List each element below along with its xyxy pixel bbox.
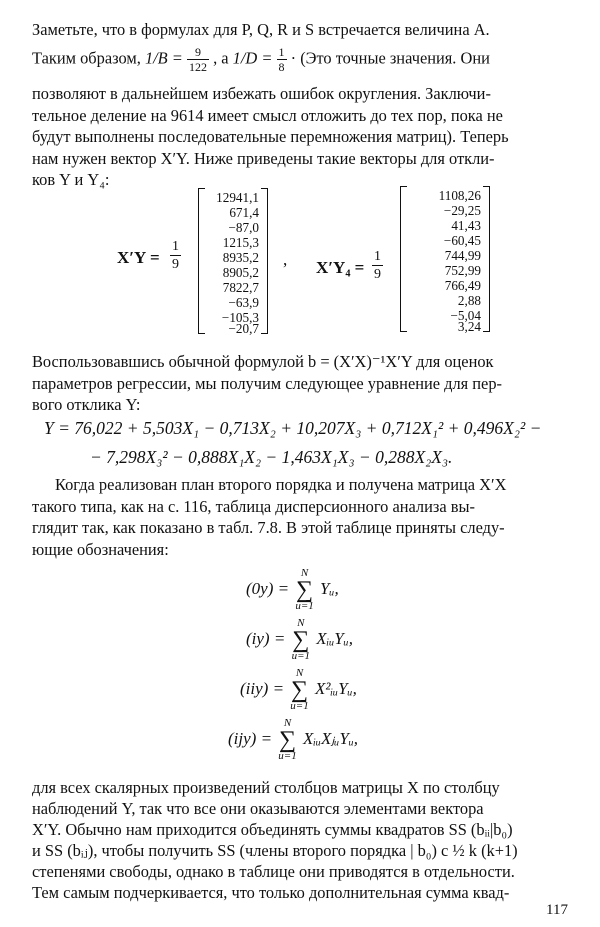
matrix1-brackets [198, 188, 268, 334]
sum-definition [228, 718, 358, 762]
matrix2-brackets [400, 186, 490, 332]
matrix2-coef-num: 1 [374, 249, 381, 264]
matrix1-coef-frac [170, 238, 181, 273]
matrix1-value: −87,0 [228, 220, 259, 235]
d-fraction [277, 45, 287, 74]
sum-rhs: Yᵤ, [320, 578, 339, 598]
page-number: 117 [546, 902, 568, 918]
matrix1-value: 12941,1 [216, 190, 259, 205]
d-fraction-num: 1 [278, 45, 285, 59]
sum-definition [246, 618, 353, 662]
sum-lower-limit: u=1 [295, 600, 314, 612]
sum-upper-limit: N [283, 717, 292, 729]
para4-line2: наблюдений Y, так что все они оказываются элементами вектора [32, 799, 484, 818]
para3-line3: глядит так, как показано в табл. 7.8. В этой таблице приняты следу- [32, 518, 505, 537]
matrix2-label: X′Y₄ = [316, 258, 365, 277]
sigma-icon: ∑ [278, 727, 297, 753]
b-inverse-label: 1/B = [144, 48, 183, 68]
matrix2-value: −29,25 [443, 203, 481, 218]
matrix1-value: −63,9 [228, 295, 259, 310]
para2-line3: вого отклика Y: [32, 395, 141, 414]
matrix2-value: 1108,26 [438, 188, 481, 203]
matrix1-value: 8905,2 [222, 265, 259, 280]
matrix2-value: −60,45 [443, 233, 481, 248]
para4-line6: Тем самым подчеркивается, что только дополнительная сумма квад- [32, 883, 510, 902]
sum-lower-limit: u=1 [291, 650, 310, 662]
regression-equation-line2: − 7,298X₃² − 0,888X₁X₂ − 1,463X₁X₃ − 0,288X₂X₃. [90, 447, 453, 467]
para3-line4: ющие обозначения: [32, 540, 169, 559]
matrix2-value: 3,24 [457, 319, 481, 334]
para4-line5: степенями свободы, однако в таблице они приводятся в отдельности. [32, 862, 515, 881]
matrix2-coef [372, 248, 383, 283]
sum-rhs: XᵢᵤXⱼᵤYᵤ, [302, 728, 359, 748]
para1-line2-pre: Таким образом, [32, 48, 141, 68]
matrix2-value: 2,88 [457, 293, 481, 308]
para1-line7: ков Y и Y₄: [32, 170, 110, 189]
para1-line6: нам нужен вектор X′Y. Ниже приведены такие векторы для откли- [32, 149, 495, 168]
para1-line2 [32, 45, 572, 74]
matrix1-coef-num: 1 [172, 239, 179, 254]
sum-upper-limit: N [295, 667, 304, 679]
sum-definition [240, 668, 357, 712]
para2-line2: параметров регрессии, мы получим следующее уравнение для пер- [32, 374, 502, 393]
sigma-icon: ∑ [290, 677, 309, 703]
sum-lhs: (iy) = [246, 628, 286, 648]
sigma-icon: ∑ [296, 577, 314, 603]
matrix1-coef [170, 238, 181, 273]
para1-line2-post: · (Это точные значения. Они [290, 48, 490, 68]
matrix2-coef-frac [372, 248, 383, 283]
matrix2-coef-den: 9 [374, 267, 381, 282]
sum-lower-limit: u=1 [278, 750, 297, 762]
matrix1-value: 8935,2 [222, 250, 259, 265]
para4-line3: X′Y. Обычно нам приходится объединять суммы квадратов SS (bᵢᵢ|b₀) [32, 820, 513, 839]
matrix2-value: −5,04 [450, 308, 481, 323]
b-fraction-num: 9 [187, 45, 209, 60]
sum-upper-limit: N [300, 567, 309, 579]
regression-equation-line1: Y = 76,022 + 5,503X₁ − 0,713X₂ + 10,207X₃ + 0,712X₁² + 0,496X₂² − [44, 418, 542, 438]
d-inverse-label: 1/D = [232, 48, 273, 68]
para3-line2: такого типа, как на с. 116, таблица дисперсионного анализа вы- [32, 497, 475, 516]
sum-sigma [290, 668, 308, 712]
sum-lhs: (iiy) = [240, 678, 285, 698]
para3-line1: Когда реализован план второго порядка и получена матрица X′X [55, 475, 507, 494]
matrix1-label: X′Y = [117, 248, 160, 267]
matrix2-value: 41,43 [451, 218, 481, 233]
para4-line1: для всех скалярных произведений столбцов матрицы X по столбцу [32, 778, 500, 797]
d-fraction-den: 8 [278, 60, 285, 74]
para1-line2-mid: , а [213, 48, 229, 68]
sum-sigma [278, 718, 296, 762]
sum-sigma [292, 618, 310, 662]
b-fraction-den: 122 [188, 60, 207, 74]
para4-line4: и SS (bᵢⱼ), чтобы получить SS (члены второго порядка | b₀) с ½ k (k+1) [32, 841, 518, 860]
sum-lhs: (ijy) = [228, 728, 273, 748]
sum-rhs: X²ᵢᵤYᵤ, [314, 678, 357, 698]
matrix2-value: 766,49 [444, 278, 481, 293]
matrix1-value: −105,3 [221, 310, 259, 325]
para1-line5: будут выполнены последовательные перемножения матриц). Теперь [32, 127, 509, 146]
sum-upper-limit: N [297, 617, 305, 629]
para1-line4: тельное деление на 9614 имеет смысл отложить до тех пор, пока не [32, 106, 503, 125]
matrix1-coef-den: 9 [172, 257, 179, 272]
para1-line3: позволяют в дальнейшем избежать ошибок округления. Заключи- [32, 84, 491, 103]
sum-definition [246, 568, 339, 612]
matrix2-value: 752,99 [444, 263, 481, 278]
matrix1-value: 7822,7 [222, 280, 259, 295]
sum-sigma [295, 568, 313, 612]
sum-rhs: XᵢᵤYᵤ, [316, 628, 353, 648]
sum-lower-limit: u=1 [290, 700, 309, 712]
sigma-icon: ∑ [292, 627, 310, 653]
b-fraction [187, 45, 209, 74]
matrix1-value: 1215,3 [222, 235, 259, 250]
para2-line1: Воспользовавшись обычной формулой b = (X′X)⁻¹X′Y для оценок [32, 352, 494, 371]
sum-lhs: (0y) = [246, 578, 290, 598]
matrix1-value: 671,4 [229, 205, 259, 220]
para1-line1: Заметьте, что в формулах для P, Q, R и S встречается величина A. [32, 20, 490, 39]
matrix-separator: , [283, 250, 288, 269]
matrix1-value: −20,7 [228, 321, 259, 336]
matrix2-value: 744,99 [444, 248, 481, 263]
